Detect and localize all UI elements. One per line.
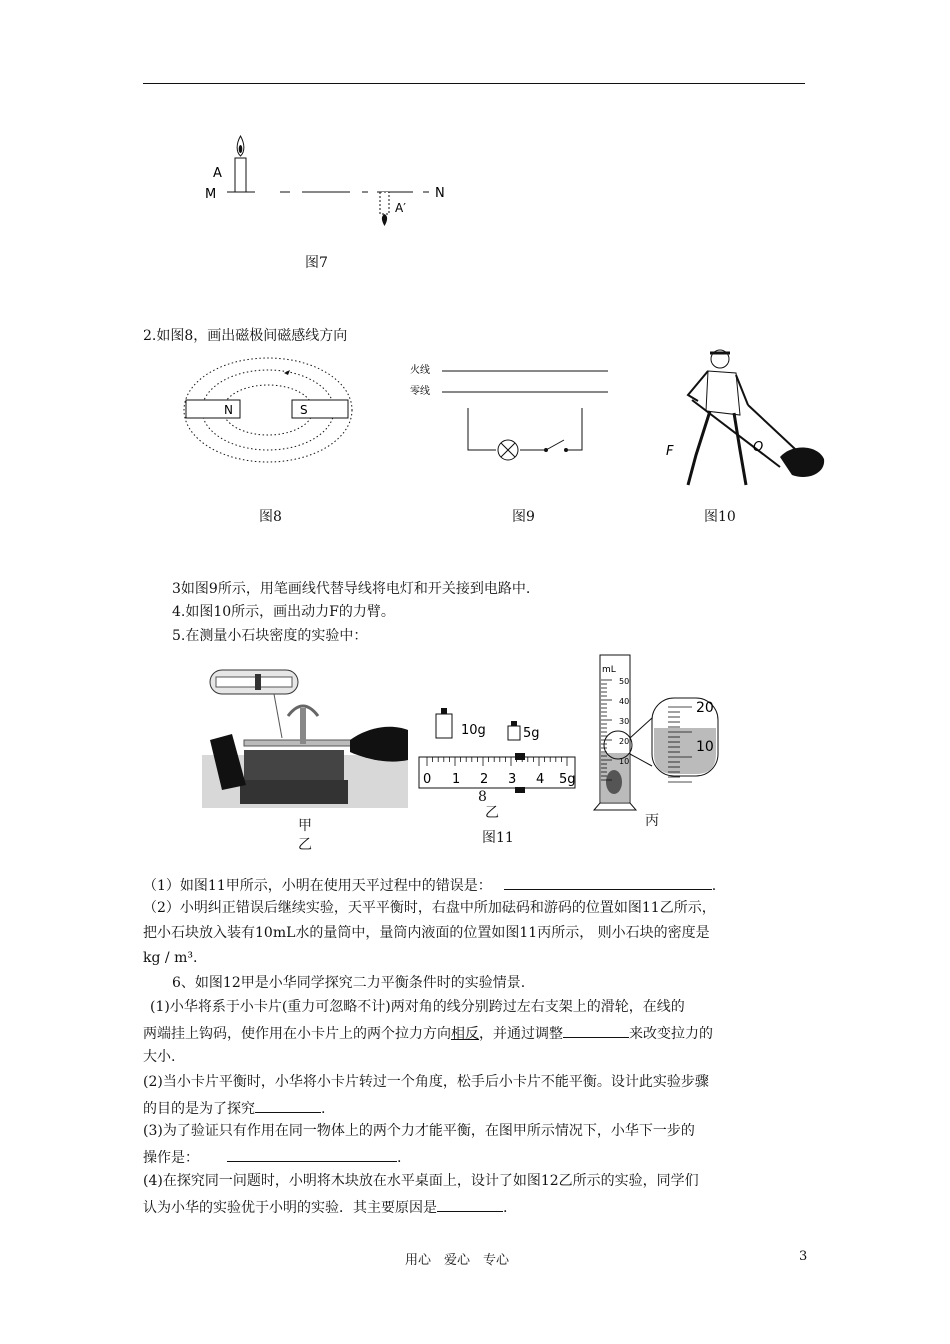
question-6-4-line1: (4)在探究同一问题时，小明将木块放在水平桌面上，设计了如图12乙所示的实验，同学们 xyxy=(143,1173,699,1189)
question-6-2-line1: (2)当小卡片平衡时，小华将小卡片转过一个角度，松手后小卡片不能平衡。设计此实验步骤 xyxy=(143,1074,709,1090)
figure-7-diagram xyxy=(195,130,465,240)
q6-2-end: . xyxy=(321,1101,326,1117)
caption-fig7: 图7 xyxy=(305,255,328,271)
figure-11-balance-photo xyxy=(200,660,410,810)
footer-motto: 用心 爱心 专心 xyxy=(405,1253,510,1268)
question-6-1-line2 xyxy=(143,1023,713,1043)
q6-1-text-a: 两端挂上钩码，使作用在小卡片上的两个拉力方向 xyxy=(143,1026,451,1042)
caption-fig11: 图11 xyxy=(482,830,514,846)
figure-11-weights-scale xyxy=(415,702,580,797)
question-2: 2.如图8，画出磁极间磁感线方向 xyxy=(143,328,348,344)
question-5-2-line2: 把小石块放入装有10mL水的量筒中，量筒内液面的位置如图11丙所示， 则小石块的密度是 xyxy=(143,925,710,941)
cyl-tick-30: 30 xyxy=(619,717,630,726)
scale-tick-2: 2 xyxy=(480,772,489,787)
figure-9-circuit xyxy=(410,358,620,468)
weight-10g: 10g xyxy=(461,723,486,738)
label-f: F xyxy=(666,444,674,459)
pole-n: N xyxy=(224,403,233,417)
cyl-tick-10: 10 xyxy=(619,757,630,766)
caption-fig10: 图10 xyxy=(704,509,736,525)
caption-fig8: 图8 xyxy=(259,509,282,525)
q6-4-answer-blank[interactable] xyxy=(437,1197,503,1212)
question-6-4-line2 xyxy=(143,1197,507,1217)
q6-1-underlined: 相反 xyxy=(451,1026,479,1042)
sub-jia: 甲 xyxy=(298,818,312,834)
figure-11-cylinder xyxy=(592,650,732,830)
scale-tick-4: 4 xyxy=(536,772,545,787)
label-a: A xyxy=(213,166,222,181)
q6-4-text: 认为小华的实验优于小明的实验．其主要原因是 xyxy=(143,1200,437,1216)
q6-3-answer-blank[interactable] xyxy=(227,1147,397,1162)
cyl-tick-20: 20 xyxy=(619,737,630,746)
q6-4-end: . xyxy=(503,1200,508,1216)
neutral-wire-label: 零线 xyxy=(410,386,430,397)
sub-yi-left: 乙 xyxy=(298,837,312,853)
figure-8-magnets xyxy=(180,355,360,465)
zoom-tick-20: 20 xyxy=(696,700,714,716)
question-6-3-line2 xyxy=(143,1147,401,1167)
q6-1-answer-blank[interactable] xyxy=(563,1023,629,1038)
scale-tick-5g: 5g xyxy=(559,772,576,787)
question-6-3-line1: (3)为了验证只有作用在同一物体上的两个力才能平衡，在图甲所示情况下，小华下一步的 xyxy=(143,1123,695,1139)
q6-2-answer-blank[interactable] xyxy=(255,1098,321,1113)
pole-s: S xyxy=(300,403,308,417)
cyl-tick-50: 50 xyxy=(619,677,630,686)
question-5-1 xyxy=(143,875,716,895)
q5-1-answer-blank[interactable] xyxy=(504,875,712,890)
label-m: M xyxy=(205,187,217,202)
scale-tick-3: 3 xyxy=(508,772,517,787)
question-6-2-line2 xyxy=(143,1098,325,1118)
caption-fig9: 图9 xyxy=(512,509,535,525)
scale-tick-0: 0 xyxy=(423,772,432,787)
question-5: 5.在测量小石块密度的实验中： xyxy=(172,628,368,644)
question-6-1-line1: (1)小华将系于小卡片(重力可忽略不计)两对角的线分别跨过左右支架上的滑轮，在线的 xyxy=(150,999,685,1015)
question-6: 6、如图12甲是小华同学探究二力平衡条件时的实验情景. xyxy=(172,975,526,991)
cyl-unit: mL xyxy=(602,665,616,675)
q6-3-text: 操作是： xyxy=(143,1150,199,1166)
label-o: O xyxy=(753,440,764,455)
q6-3-end: . xyxy=(397,1150,402,1166)
q6-1-text-c: 来改变拉力的 xyxy=(629,1026,713,1042)
live-wire-label: 火线 xyxy=(410,365,430,376)
q6-1-text-b: ，并通过调整 xyxy=(479,1026,563,1042)
scale-tick-1: 1 xyxy=(452,772,461,787)
weight-5g: 5g xyxy=(523,726,540,741)
rider-mark: 8 xyxy=(478,789,487,805)
figure-10-worker xyxy=(660,345,835,495)
question-5-2-unit: kg / m³. xyxy=(143,950,198,966)
question-6-1-line3: 大小. xyxy=(143,1049,176,1065)
label-a-prime: A′ xyxy=(395,201,406,215)
question-3: 3如图9所示，用笔画线代替导线将电灯和开关接到电路中. xyxy=(172,581,531,597)
header-rule xyxy=(143,83,805,84)
question-4: 4.如图10所示，画出动力F的力臂。 xyxy=(172,604,395,620)
question-5-2-line1: （2）小明纠正错误后继续实验，天平平衡时，右盘中所加砝码和游码的位置如图11乙所示， xyxy=(143,900,716,916)
cyl-tick-40: 40 xyxy=(619,697,630,706)
q5-1-end: . xyxy=(711,878,717,894)
label-n: N xyxy=(435,186,445,201)
zoom-tick-10: 10 xyxy=(696,739,714,755)
q5-1-text: （1）如图11甲所示，小明在使用天平过程中的错误是： xyxy=(143,878,492,894)
sub-yi: 乙 xyxy=(485,805,499,821)
sub-bing: 丙 xyxy=(645,813,659,829)
q6-2-text: 的目的是为了探究 xyxy=(143,1101,255,1117)
page-number: 3 xyxy=(799,1249,808,1264)
